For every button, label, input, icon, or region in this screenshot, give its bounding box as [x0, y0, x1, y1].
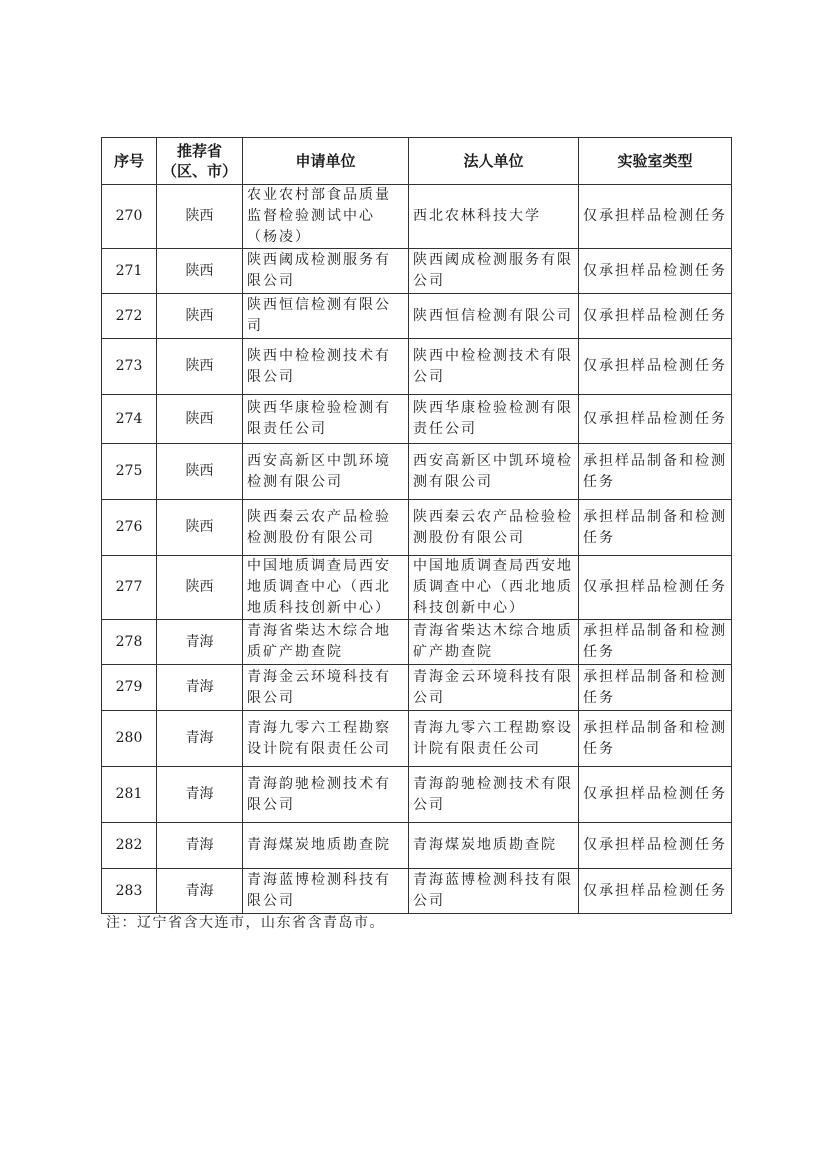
- row-legal-entity: 西安高新区中凯环境检测有限公司: [409, 444, 579, 500]
- row-lab-type: 承担样品制备和检测任务: [579, 665, 732, 711]
- row-legal-entity: 青海金云环境科技有限公司: [409, 665, 579, 711]
- table-row: [102, 767, 732, 823]
- row-num: 283: [102, 869, 157, 914]
- row-province: 陕西: [157, 444, 243, 500]
- row-province: 青海: [157, 620, 243, 665]
- row-legal-entity: 青海韵驰检测技术有限公司: [409, 767, 579, 823]
- header-lab-type: 实验室类型: [579, 138, 732, 185]
- row-province: 青海: [157, 823, 243, 869]
- row-num: 281: [102, 767, 157, 823]
- row-applicant: 陕西中检检测技术有限公司: [243, 339, 409, 395]
- row-applicant: 青海省柴达木综合地质矿产勘查院: [243, 620, 409, 665]
- table-row: [102, 665, 732, 711]
- table-header-row: [102, 138, 732, 185]
- row-applicant: 农业农村部食品质量监督检验测试中心（杨凌）: [243, 185, 409, 249]
- row-province: 青海: [157, 711, 243, 767]
- row-lab-type: 仅承担样品检测任务: [579, 185, 732, 249]
- row-num: 282: [102, 823, 157, 869]
- row-legal-entity: 陕西中检检测技术有限公司: [409, 339, 579, 395]
- row-lab-type: 仅承担样品检测任务: [579, 395, 732, 444]
- row-lab-type: 仅承担样品检测任务: [579, 294, 732, 339]
- table-row: [102, 556, 732, 620]
- row-num: 276: [102, 500, 157, 556]
- row-lab-type: 承担样品制备和检测任务: [579, 500, 732, 556]
- table-row: [102, 339, 732, 395]
- row-province: 青海: [157, 869, 243, 914]
- row-province: 陕西: [157, 185, 243, 249]
- row-applicant: 青海蓝博检测科技有限公司: [243, 869, 409, 914]
- row-legal-entity: 青海九零六工程勘察设计院有限责任公司: [409, 711, 579, 767]
- table-row: [102, 294, 732, 339]
- table-row: [102, 620, 732, 665]
- row-applicant: 陕西阈成检测服务有限公司: [243, 249, 409, 294]
- row-lab-type: 仅承担样品检测任务: [579, 869, 732, 914]
- row-legal-entity: 陕西秦云农产品检验检测股份有限公司: [409, 500, 579, 556]
- row-applicant: 陕西秦云农产品检验检测股份有限公司: [243, 500, 409, 556]
- row-applicant: 青海金云环境科技有限公司: [243, 665, 409, 711]
- row-num: 272: [102, 294, 157, 339]
- row-num: 274: [102, 395, 157, 444]
- row-lab-type: 仅承担样品检测任务: [579, 767, 732, 823]
- row-province: 陕西: [157, 294, 243, 339]
- row-legal-entity: 陕西阈成检测服务有限公司: [409, 249, 579, 294]
- row-applicant: 陕西华康检验检测有限责任公司: [243, 395, 409, 444]
- row-lab-type: 仅承担样品检测任务: [579, 823, 732, 869]
- header-legal-entity: 法人单位: [409, 138, 579, 185]
- row-province: 陕西: [157, 556, 243, 620]
- table-row: [102, 249, 732, 294]
- row-applicant: 青海韵驰检测技术有限公司: [243, 767, 409, 823]
- header-applicant: 申请单位: [243, 138, 409, 185]
- row-num: 275: [102, 444, 157, 500]
- header-num: 序号: [102, 138, 157, 185]
- table-row: [102, 869, 732, 914]
- row-num: 277: [102, 556, 157, 620]
- row-num: 271: [102, 249, 157, 294]
- row-applicant: 西安高新区中凯环境检测有限公司: [243, 444, 409, 500]
- row-legal-entity: 中国地质调查局西安地质调查中心（西北地质科技创新中心）: [409, 556, 579, 620]
- row-lab-type: 仅承担样品检测任务: [579, 556, 732, 620]
- row-province: 青海: [157, 665, 243, 711]
- header-province-line1: 推荐省: [176, 142, 222, 160]
- row-legal-entity: 青海蓝博检测科技有限公司: [409, 869, 579, 914]
- row-applicant: 青海九零六工程勘察设计院有限责任公司: [243, 711, 409, 767]
- table-row: [102, 711, 732, 767]
- table-row: [102, 500, 732, 556]
- row-lab-type: 承担样品制备和检测任务: [579, 711, 732, 767]
- row-province: 陕西: [157, 395, 243, 444]
- row-num: 273: [102, 339, 157, 395]
- row-lab-type: 仅承担样品检测任务: [579, 339, 732, 395]
- row-province: 青海: [157, 767, 243, 823]
- row-province: 陕西: [157, 500, 243, 556]
- row-num: 270: [102, 185, 157, 249]
- row-lab-type: 仅承担样品检测任务: [579, 249, 732, 294]
- header-province-line2: （区、市）: [161, 162, 237, 180]
- row-num: 278: [102, 620, 157, 665]
- row-province: 陕西: [157, 249, 243, 294]
- table-row: [102, 395, 732, 444]
- row-lab-type: 承担样品制备和检测任务: [579, 444, 732, 500]
- row-legal-entity: 陕西华康检验检测有限责任公司: [409, 395, 579, 444]
- row-legal-entity: 青海煤炭地质勘查院: [409, 823, 579, 869]
- row-applicant: 陕西恒信检测有限公司: [243, 294, 409, 339]
- table-row: [102, 444, 732, 500]
- lab-list-table: [101, 137, 732, 914]
- row-lab-type: 承担样品制备和检测任务: [579, 620, 732, 665]
- row-province: 陕西: [157, 339, 243, 395]
- table-row: [102, 185, 732, 249]
- table-footnote: 注：辽宁省含大连市，山东省含青岛市。: [106, 915, 385, 931]
- row-num: 280: [102, 711, 157, 767]
- row-applicant: 青海煤炭地质勘查院: [243, 823, 409, 869]
- row-legal-entity: 陕西恒信检测有限公司: [409, 294, 579, 339]
- header-province: [157, 138, 243, 185]
- row-applicant: 中国地质调查局西安地质调查中心（西北地质科技创新中心）: [243, 556, 409, 620]
- row-num: 279: [102, 665, 157, 711]
- table-row: [102, 823, 732, 869]
- row-legal-entity: 青海省柴达木综合地质矿产勘查院: [409, 620, 579, 665]
- row-legal-entity: 西北农林科技大学: [409, 185, 579, 249]
